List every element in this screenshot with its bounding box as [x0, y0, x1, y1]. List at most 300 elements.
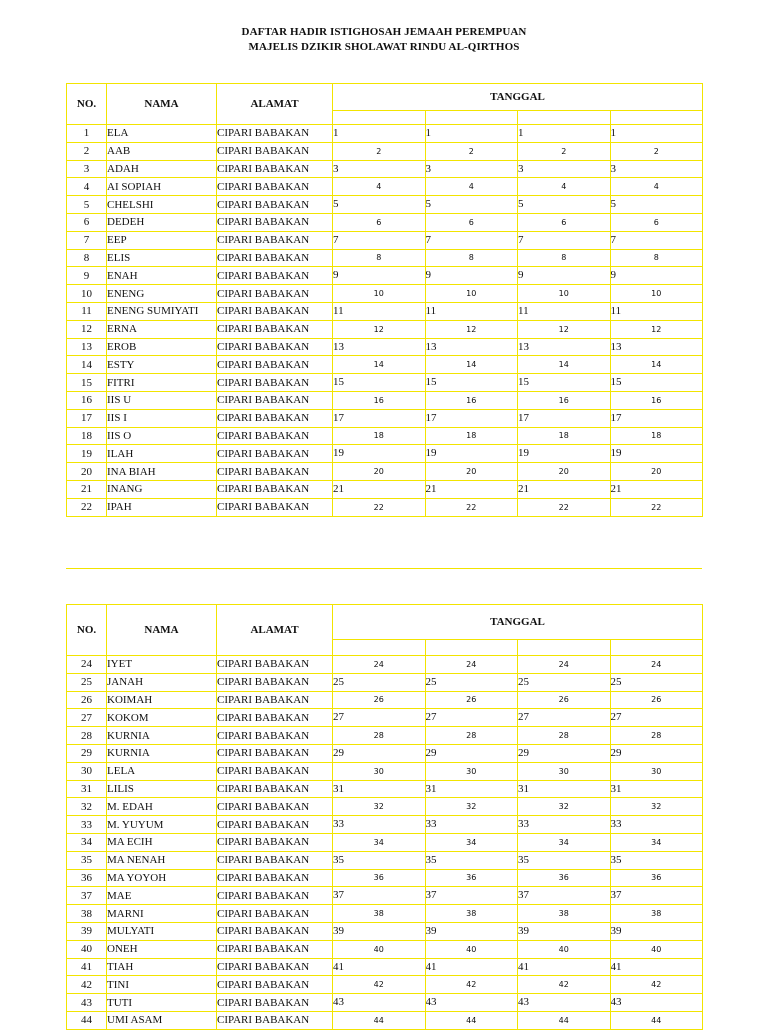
attendance-mark: 39 — [518, 922, 611, 940]
table-row — [67, 498, 703, 516]
attendance-mark: 29 — [518, 744, 611, 762]
member-name: MAE — [107, 887, 217, 905]
attendance-mark: 19 — [333, 445, 426, 463]
row-number: 16 — [67, 391, 107, 409]
attendance-mark: 4 — [425, 178, 518, 196]
table-row — [67, 445, 703, 463]
attendance-mark: 39 — [333, 922, 426, 940]
attendance-mark: 38 — [610, 905, 703, 923]
member-address: CIPARI BABAKAN — [217, 762, 333, 780]
date-column-cell — [333, 640, 426, 656]
table-row — [67, 427, 703, 445]
member-name: ELA — [107, 125, 217, 143]
attendance-mark: 32 — [333, 798, 426, 816]
member-address: CIPARI BABAKAN — [217, 356, 333, 374]
attendance-mark: 3 — [610, 160, 703, 178]
member-address: CIPARI BABAKAN — [217, 905, 333, 923]
member-address: CIPARI BABAKAN — [217, 125, 333, 143]
attendance-mark: 29 — [425, 744, 518, 762]
table-row — [67, 231, 703, 249]
member-address: CIPARI BABAKAN — [217, 445, 333, 463]
attendance-mark: 9 — [425, 267, 518, 285]
attendance-mark: 42 — [425, 976, 518, 994]
attendance-mark: 1 — [610, 125, 703, 143]
attendance-mark: 11 — [425, 302, 518, 320]
row-number: 44 — [67, 1011, 107, 1029]
attendance-mark: 9 — [333, 267, 426, 285]
table-row — [67, 816, 703, 834]
attendance-mark: 44 — [333, 1011, 426, 1029]
attendance-mark: 18 — [333, 427, 426, 445]
member-name: TUTI — [107, 994, 217, 1012]
attendance-mark: 37 — [610, 887, 703, 905]
attendance-mark: 16 — [610, 391, 703, 409]
attendance-mark: 10 — [333, 285, 426, 303]
table-row — [67, 196, 703, 214]
attendance-mark: 4 — [518, 178, 611, 196]
attendance-mark: 32 — [425, 798, 518, 816]
attendance-mark: 26 — [518, 691, 611, 709]
row-number: 26 — [67, 691, 107, 709]
attendance-mark: 20 — [333, 463, 426, 481]
date-column-cell — [333, 111, 426, 125]
row-number: 3 — [67, 160, 107, 178]
header-name: NAMA — [107, 605, 217, 656]
attendance-mark: 25 — [425, 673, 518, 691]
member-address: CIPARI BABAKAN — [217, 887, 333, 905]
attendance-mark: 13 — [333, 338, 426, 356]
attendance-mark: 25 — [333, 673, 426, 691]
attendance-mark: 19 — [518, 445, 611, 463]
attendance-mark: 22 — [425, 498, 518, 516]
attendance-mark: 28 — [425, 727, 518, 745]
attendance-mark: 28 — [333, 727, 426, 745]
attendance-mark: 15 — [333, 374, 426, 392]
attendance-mark: 41 — [425, 958, 518, 976]
member-name: AI SOPIAH — [107, 178, 217, 196]
page-divider — [66, 568, 702, 569]
header-date: TANGGAL — [333, 84, 703, 111]
attendance-mark: 40 — [333, 940, 426, 958]
attendance-mark: 37 — [518, 887, 611, 905]
attendance-mark: 12 — [333, 320, 426, 338]
member-address: CIPARI BABAKAN — [217, 338, 333, 356]
row-number: 7 — [67, 231, 107, 249]
member-address: CIPARI BABAKAN — [217, 1011, 333, 1029]
member-address: CIPARI BABAKAN — [217, 851, 333, 869]
member-name: LELA — [107, 762, 217, 780]
member-name: MA NENAH — [107, 851, 217, 869]
attendance-mark: 30 — [333, 762, 426, 780]
attendance-mark: 10 — [425, 285, 518, 303]
attendance-mark: 41 — [518, 958, 611, 976]
member-address: CIPARI BABAKAN — [217, 302, 333, 320]
attendance-mark: 1 — [518, 125, 611, 143]
member-address: CIPARI BABAKAN — [217, 285, 333, 303]
attendance-mark: 35 — [610, 851, 703, 869]
attendance-mark: 24 — [333, 656, 426, 674]
row-number: 27 — [67, 709, 107, 727]
member-name: TIAH — [107, 958, 217, 976]
member-address: CIPARI BABAKAN — [217, 816, 333, 834]
table-row — [67, 709, 703, 727]
attendance-mark: 8 — [333, 249, 426, 267]
attendance-mark: 21 — [518, 480, 611, 498]
attendance-mark: 34 — [610, 833, 703, 851]
attendance-mark: 11 — [518, 302, 611, 320]
attendance-mark: 10 — [610, 285, 703, 303]
attendance-mark: 5 — [518, 196, 611, 214]
attendance-mark: 38 — [425, 905, 518, 923]
row-number: 5 — [67, 196, 107, 214]
member-address: CIPARI BABAKAN — [217, 391, 333, 409]
attendance-mark: 37 — [425, 887, 518, 905]
attendance-mark: 41 — [610, 958, 703, 976]
member-name: ELIS — [107, 249, 217, 267]
attendance-mark: 22 — [333, 498, 426, 516]
attendance-mark: 14 — [610, 356, 703, 374]
attendance-mark: 24 — [610, 656, 703, 674]
row-number: 39 — [67, 922, 107, 940]
attendance-mark: 12 — [518, 320, 611, 338]
member-name: M. YUYUM — [107, 816, 217, 834]
attendance-mark: 24 — [425, 656, 518, 674]
document-subtitle: MAJELIS DZIKIR SHOLAWAT RINDU AL-QIRTHOS — [248, 41, 520, 53]
attendance-mark: 14 — [518, 356, 611, 374]
attendance-mark: 40 — [425, 940, 518, 958]
table-row — [67, 1011, 703, 1029]
attendance-mark: 24 — [518, 656, 611, 674]
member-name: KOIMAH — [107, 691, 217, 709]
attendance-mark: 36 — [333, 869, 426, 887]
attendance-mark: 4 — [333, 178, 426, 196]
attendance-mark: 3 — [425, 160, 518, 178]
member-name: ENAH — [107, 267, 217, 285]
header-name: NAMA — [107, 84, 217, 125]
attendance-mark: 44 — [610, 1011, 703, 1029]
row-number: 2 — [67, 142, 107, 160]
attendance-mark: 15 — [425, 374, 518, 392]
attendance-mark: 12 — [425, 320, 518, 338]
member-address: CIPARI BABAKAN — [217, 498, 333, 516]
attendance-mark: 8 — [610, 249, 703, 267]
member-name: ENENG — [107, 285, 217, 303]
attendance-mark: 36 — [610, 869, 703, 887]
member-name: UMI ASAM — [107, 1011, 217, 1029]
table-row — [67, 869, 703, 887]
attendance-mark: 5 — [425, 196, 518, 214]
table-row — [67, 673, 703, 691]
row-number: 15 — [67, 374, 107, 392]
table-row — [67, 480, 703, 498]
attendance-mark: 2 — [333, 142, 426, 160]
member-name: ONEH — [107, 940, 217, 958]
header-no: NO. — [67, 605, 107, 656]
table-row — [67, 727, 703, 745]
member-name: IPAH — [107, 498, 217, 516]
attendance-mark: 31 — [610, 780, 703, 798]
row-number: 4 — [67, 178, 107, 196]
member-name: CHELSHI — [107, 196, 217, 214]
attendance-mark: 21 — [425, 480, 518, 498]
table-row — [67, 940, 703, 958]
member-address: CIPARI BABAKAN — [217, 709, 333, 727]
attendance-mark: 25 — [610, 673, 703, 691]
table-row — [67, 905, 703, 923]
member-address: CIPARI BABAKAN — [217, 780, 333, 798]
attendance-mark: 2 — [518, 142, 611, 160]
member-name: ILAH — [107, 445, 217, 463]
attendance-mark: 26 — [333, 691, 426, 709]
member-address: CIPARI BABAKAN — [217, 249, 333, 267]
attendance-mark: 25 — [518, 673, 611, 691]
attendance-mark: 42 — [333, 976, 426, 994]
attendance-mark: 15 — [610, 374, 703, 392]
attendance-mark: 26 — [425, 691, 518, 709]
member-name: JANAH — [107, 673, 217, 691]
row-number: 29 — [67, 744, 107, 762]
row-number: 13 — [67, 338, 107, 356]
table-row — [67, 267, 703, 285]
row-number: 1 — [67, 125, 107, 143]
table-row — [67, 409, 703, 427]
attendance-mark: 33 — [610, 816, 703, 834]
table-row — [67, 142, 703, 160]
attendance-mark: 34 — [425, 833, 518, 851]
member-address: CIPARI BABAKAN — [217, 480, 333, 498]
attendance-mark: 13 — [610, 338, 703, 356]
table-row — [67, 160, 703, 178]
row-number: 18 — [67, 427, 107, 445]
member-address: CIPARI BABAKAN — [217, 727, 333, 745]
row-number: 30 — [67, 762, 107, 780]
attendance-mark: 36 — [518, 869, 611, 887]
attendance-mark: 5 — [333, 196, 426, 214]
row-number: 36 — [67, 869, 107, 887]
table-row — [67, 302, 703, 320]
attendance-mark: 31 — [333, 780, 426, 798]
header-address: ALAMAT — [217, 605, 333, 656]
attendance-mark: 29 — [333, 744, 426, 762]
row-number: 42 — [67, 976, 107, 994]
attendance-mark: 7 — [610, 231, 703, 249]
attendance-mark: 39 — [610, 922, 703, 940]
member-name: ADAH — [107, 160, 217, 178]
attendance-mark: 18 — [610, 427, 703, 445]
date-column-cell — [610, 640, 703, 656]
table-row — [67, 338, 703, 356]
attendance-table-1 — [66, 83, 703, 517]
attendance-mark: 20 — [425, 463, 518, 481]
member-name: IYET — [107, 656, 217, 674]
header-address: ALAMAT — [217, 84, 333, 125]
table-row — [67, 851, 703, 869]
attendance-mark: 26 — [610, 691, 703, 709]
attendance-mark: 6 — [518, 213, 611, 231]
table-row — [67, 833, 703, 851]
row-number: 8 — [67, 249, 107, 267]
member-name: INA BIAH — [107, 463, 217, 481]
attendance-mark: 19 — [425, 445, 518, 463]
member-name: KOKOM — [107, 709, 217, 727]
member-address: CIPARI BABAKAN — [217, 691, 333, 709]
row-number: 11 — [67, 302, 107, 320]
member-address: CIPARI BABAKAN — [217, 409, 333, 427]
attendance-mark: 17 — [610, 409, 703, 427]
row-number: 40 — [67, 940, 107, 958]
member-address: CIPARI BABAKAN — [217, 744, 333, 762]
member-address: CIPARI BABAKAN — [217, 178, 333, 196]
table-row — [67, 744, 703, 762]
attendance-mark: 43 — [518, 994, 611, 1012]
row-number: 14 — [67, 356, 107, 374]
attendance-mark: 28 — [610, 727, 703, 745]
member-name: M. EDAH — [107, 798, 217, 816]
attendance-mark: 22 — [610, 498, 703, 516]
member-name: DEDEH — [107, 213, 217, 231]
attendance-mark: 14 — [425, 356, 518, 374]
member-address: CIPARI BABAKAN — [217, 833, 333, 851]
attendance-table-body-1 — [67, 125, 703, 517]
member-name: EROB — [107, 338, 217, 356]
table-row — [67, 994, 703, 1012]
attendance-mark: 21 — [610, 480, 703, 498]
member-name: INANG — [107, 480, 217, 498]
attendance-mark: 7 — [425, 231, 518, 249]
row-number: 43 — [67, 994, 107, 1012]
attendance-mark: 38 — [333, 905, 426, 923]
table-row — [67, 320, 703, 338]
attendance-table-2 — [66, 604, 703, 1030]
attendance-mark: 30 — [425, 762, 518, 780]
attendance-mark: 34 — [333, 833, 426, 851]
member-address: CIPARI BABAKAN — [217, 673, 333, 691]
row-number: 38 — [67, 905, 107, 923]
member-address: CIPARI BABAKAN — [217, 958, 333, 976]
row-number: 19 — [67, 445, 107, 463]
attendance-mark: 27 — [610, 709, 703, 727]
attendance-mark: 40 — [518, 940, 611, 958]
attendance-mark: 12 — [610, 320, 703, 338]
table-row — [67, 374, 703, 392]
attendance-mark: 32 — [518, 798, 611, 816]
table-row — [67, 213, 703, 231]
table-row — [67, 249, 703, 267]
attendance-mark: 7 — [518, 231, 611, 249]
row-number: 6 — [67, 213, 107, 231]
row-number: 34 — [67, 833, 107, 851]
attendance-mark: 17 — [333, 409, 426, 427]
date-column-cell — [610, 111, 703, 125]
row-number: 32 — [67, 798, 107, 816]
attendance-mark: 29 — [610, 744, 703, 762]
member-name: ENENG SUMIYATI — [107, 302, 217, 320]
attendance-mark: 13 — [518, 338, 611, 356]
row-number: 35 — [67, 851, 107, 869]
attendance-mark: 1 — [333, 125, 426, 143]
attendance-mark: 7 — [333, 231, 426, 249]
attendance-mark: 16 — [518, 391, 611, 409]
date-column-cell — [518, 640, 611, 656]
attendance-mark: 2 — [610, 142, 703, 160]
attendance-mark: 43 — [610, 994, 703, 1012]
attendance-mark: 19 — [610, 445, 703, 463]
row-number: 9 — [67, 267, 107, 285]
attendance-mark: 20 — [518, 463, 611, 481]
attendance-mark: 21 — [333, 480, 426, 498]
attendance-mark: 43 — [425, 994, 518, 1012]
member-name: IIS O — [107, 427, 217, 445]
member-address: CIPARI BABAKAN — [217, 160, 333, 178]
attendance-table-body-2 — [67, 656, 703, 1030]
member-name: MA YOYOH — [107, 869, 217, 887]
member-address: CIPARI BABAKAN — [217, 267, 333, 285]
date-column-cell — [425, 640, 518, 656]
attendance-mark: 28 — [518, 727, 611, 745]
member-name: FITRI — [107, 374, 217, 392]
member-address: CIPARI BABAKAN — [217, 922, 333, 940]
attendance-mark: 18 — [518, 427, 611, 445]
attendance-mark: 27 — [425, 709, 518, 727]
attendance-mark: 13 — [425, 338, 518, 356]
member-address: CIPARI BABAKAN — [217, 869, 333, 887]
row-number: 12 — [67, 320, 107, 338]
table-row — [67, 656, 703, 674]
attendance-mark: 10 — [518, 285, 611, 303]
attendance-mark: 31 — [425, 780, 518, 798]
table-row — [67, 356, 703, 374]
table-row — [67, 285, 703, 303]
member-name: AAB — [107, 142, 217, 160]
attendance-mark: 44 — [518, 1011, 611, 1029]
attendance-mark: 33 — [425, 816, 518, 834]
member-name: MARNI — [107, 905, 217, 923]
attendance-mark: 4 — [610, 178, 703, 196]
attendance-mark: 39 — [425, 922, 518, 940]
member-address: CIPARI BABAKAN — [217, 994, 333, 1012]
attendance-mark: 27 — [333, 709, 426, 727]
attendance-mark: 38 — [518, 905, 611, 923]
row-number: 22 — [67, 498, 107, 516]
row-number: 17 — [67, 409, 107, 427]
attendance-mark: 36 — [425, 869, 518, 887]
member-address: CIPARI BABAKAN — [217, 976, 333, 994]
attendance-mark: 9 — [518, 267, 611, 285]
member-name: IIS I — [107, 409, 217, 427]
member-address: CIPARI BABAKAN — [217, 320, 333, 338]
attendance-mark: 1 — [425, 125, 518, 143]
date-column-cell — [518, 111, 611, 125]
table-row — [67, 391, 703, 409]
table-row — [67, 691, 703, 709]
member-address: CIPARI BABAKAN — [217, 374, 333, 392]
member-address: CIPARI BABAKAN — [217, 196, 333, 214]
table-row — [67, 780, 703, 798]
attendance-mark: 31 — [518, 780, 611, 798]
attendance-mark: 18 — [425, 427, 518, 445]
attendance-mark: 3 — [333, 160, 426, 178]
member-address: CIPARI BABAKAN — [217, 463, 333, 481]
attendance-mark: 11 — [610, 302, 703, 320]
attendance-mark: 30 — [518, 762, 611, 780]
attendance-mark: 20 — [610, 463, 703, 481]
table-row — [67, 922, 703, 940]
attendance-mark: 22 — [518, 498, 611, 516]
attendance-mark: 15 — [518, 374, 611, 392]
attendance-mark: 14 — [333, 356, 426, 374]
table-row — [67, 798, 703, 816]
attendance-mark: 17 — [425, 409, 518, 427]
